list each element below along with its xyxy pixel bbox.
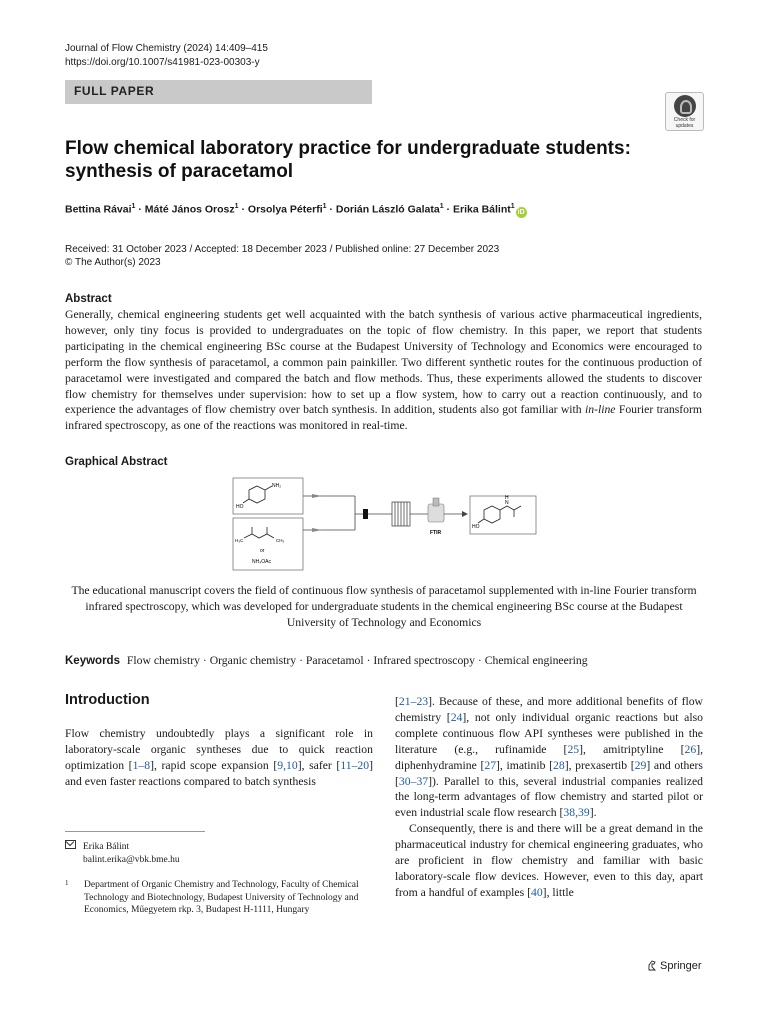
amide-h-label: H xyxy=(505,495,509,501)
affiliation-text: Department of Organic Chemistry and Technology, Faculty of Chemical Technology and Biotechnology, Budapest University of Technology and Economics, Műegyetem rkp. 3, Budapest H-1111, Hungary xyxy=(84,880,359,916)
citation-link[interactable]: 30–37 xyxy=(398,774,429,788)
publisher-name: Springer xyxy=(660,960,702,972)
keywords: Keywords Flow chemistry · Organic chemistry · Paracetamol · Infrared spectroscopy · Chemical engineering xyxy=(65,654,588,667)
orcid-icon[interactable]: iD xyxy=(517,208,525,216)
journal-citation xyxy=(65,42,268,70)
copyright-line: © The Author(s) 2023 xyxy=(65,257,161,268)
citation-link[interactable]: 25 xyxy=(567,742,580,756)
check-for-updates-button[interactable] xyxy=(665,92,704,131)
citation-link[interactable]: 28 xyxy=(553,758,565,772)
citation-link[interactable]: 26 xyxy=(684,742,697,756)
author-name[interactable]: Dorián László Galata xyxy=(335,203,440,216)
paracetamol-box xyxy=(470,496,536,534)
introduction-heading: Introduction xyxy=(65,692,150,708)
abstract-text xyxy=(65,307,702,434)
keyword: Flow chemistry xyxy=(126,654,200,667)
product-arrow xyxy=(462,511,468,517)
bookmark-icon xyxy=(674,95,696,117)
corresponding-author-note xyxy=(65,840,180,867)
keyword: Chemical engineering xyxy=(484,654,588,667)
abstract-text-part: Fourier transform infrared spectroscopy, as one of the reactions was monitored in real-time. xyxy=(65,403,703,433)
citation-link[interactable]: 21–23 xyxy=(398,695,429,708)
article-type-badge xyxy=(65,80,372,104)
ch3-label: CH₃ xyxy=(276,538,285,543)
citation-link[interactable]: 38,39 xyxy=(563,806,590,820)
affiliation-note xyxy=(65,879,365,917)
graphical-abstract-image xyxy=(230,476,538,574)
citation-link[interactable]: 29 xyxy=(634,758,647,772)
affiliation-marker: 1 xyxy=(510,203,515,210)
abstract-text-part: Generally, chemical engineering students get well acquainted with the batch synthesis of various active pharmaceutical ingredients, however, only tiny focus is provided to undergraduates on the topic of flow chemistry. In this paper, we report that students participating in the chemical engineering BSc course at the Budapest University of Technology and Economics were encouraged to perform the flow synthesis of paracetamol, a common pain painkiller. Two different synthetic routes for the continuous production of paracetamol were investigated and compared the batch and flow methods. Thus, these experiments allowed the students to discover flow chemistry for themselves under supervision: how to set up a flow system, how to carry out a reaction continuously, and to experience the advantages of flow chemistry over batch synthesis. In addition, students also got familiar with xyxy=(65,308,702,417)
t-mixer xyxy=(363,509,368,519)
ho-product-label: HO xyxy=(472,524,480,530)
graphical-abstract-heading: Graphical Abstract xyxy=(65,456,168,468)
citation-link[interactable]: 27 xyxy=(484,758,497,772)
nh4oac-label: NH₄OAc xyxy=(252,559,271,565)
publisher-logo xyxy=(647,959,702,972)
nh2-label: NH₂ xyxy=(272,483,282,489)
title-line-2: synthesis of paracetamol xyxy=(65,161,294,182)
springer-horse-icon xyxy=(647,959,657,971)
affiliation-marker: 1 xyxy=(131,203,136,210)
citation-link[interactable]: 1–8 xyxy=(132,758,151,772)
article-type-label: FULL PAPER xyxy=(74,84,155,98)
graphical-abstract-caption: The educational manuscript covers the field of continuous flow synthesis of paracetamol supplemented with in-line Fourier transform infrared spectroscopy, which was developed for undergraduate students in the chemical engineering BSc course at the Budapest University of Technology and Economics xyxy=(71,584,697,629)
citation-link[interactable]: 9,10 xyxy=(277,758,298,772)
h3c-label: H₃C xyxy=(235,538,244,543)
dates-line: Received: 31 October 2023 / Accepted: 18 December 2023 / Published online: 27 December 2023 xyxy=(65,244,500,255)
intro-column-right xyxy=(395,694,703,901)
keyword: Organic chemistry xyxy=(209,654,297,667)
author-name[interactable]: Máté János Orosz xyxy=(144,203,235,216)
ho-label: HO xyxy=(236,504,244,510)
author-name[interactable]: Erika Bálint xyxy=(452,203,511,216)
abstract-heading: Abstract xyxy=(65,293,112,305)
affiliation-number: 1 xyxy=(65,879,69,887)
aminophenol-box xyxy=(233,478,303,514)
keyword: Paracetamol xyxy=(305,654,364,667)
doi-link[interactable]: https://doi.org/10.1007/s41981-023-00303-y xyxy=(65,57,260,68)
corresponding-author-name: Erika Bálint xyxy=(83,842,130,852)
abstract-italic-term: in-line xyxy=(584,403,616,417)
keyword: Infrared spectroscopy xyxy=(373,654,475,667)
footnote-divider xyxy=(65,831,205,832)
intro-paragraph: [21–23]. Because of these, and more additional benefits of flow chemistry [24], not only individual organic reactions but also complete continuous flow API syntheses were published in the literature (e.g., rufinamide [25], amitriptyline [26], diphenhydramine [27], imatinib [28], prexasertib [29] and others [30–37]). Parallel to this, several industrial companies realized the long-term advantages of flow chemistry and started pilot or even industrial scale flow research [38,39]. xyxy=(395,695,704,820)
ftir-probe xyxy=(428,504,444,522)
publication-dates xyxy=(65,243,499,269)
journal-line: Journal of Flow Chemistry (2024) 14:409–415 xyxy=(65,43,268,54)
envelope-icon xyxy=(65,840,76,849)
intro-paragraph: Consequently, there is and there will be a great demand in the pharmaceutical industry for chemical engineering graduates, who are proficient in flow chemistry and familiar with basic laboratory-scale flow devices. However, even to this day, apart from a handful of examples [40], little xyxy=(395,822,703,899)
citation-link[interactable]: 24 xyxy=(450,710,463,724)
keywords-label: Keywords xyxy=(65,655,120,667)
citation-link[interactable]: 11–20 xyxy=(340,758,370,772)
ftir-label: FTIR xyxy=(430,530,442,536)
author-name[interactable]: Orsolya Péterfi xyxy=(247,203,323,216)
amide-n-label: N xyxy=(505,500,509,506)
or-label: or xyxy=(260,548,265,554)
affiliation-marker: 1 xyxy=(322,203,327,210)
citation-link[interactable]: 40 xyxy=(530,885,543,899)
corresponding-email[interactable]: balint.erika@vbk.bme.hu xyxy=(83,855,180,865)
paper-title xyxy=(65,137,665,183)
affiliation-marker: 1 xyxy=(234,203,239,210)
affiliation-marker: 1 xyxy=(439,203,444,210)
title-line-1: Flow chemical laboratory practice for undergraduate students: xyxy=(65,138,631,159)
author-name[interactable]: Bettina Rávai xyxy=(65,203,132,216)
intro-column-left: Flow chemistry undoubtedly plays a significant role in laboratory-scale organic syntheses due to quick reaction optimization [1–8], rapid scope expansion [9,10], safer [11–20] and even faster reactions compared to batch synthesis xyxy=(65,727,374,788)
check-for-updates-label: Check for updates xyxy=(673,117,696,129)
author-list: Bettina Rávai$^1$ · Máté János Orosz$^1$ · Orsolya Péterfi$^1$ · Dorián László Galata$^1$ · Erika Bálint$^1$iD xyxy=(65,203,525,216)
